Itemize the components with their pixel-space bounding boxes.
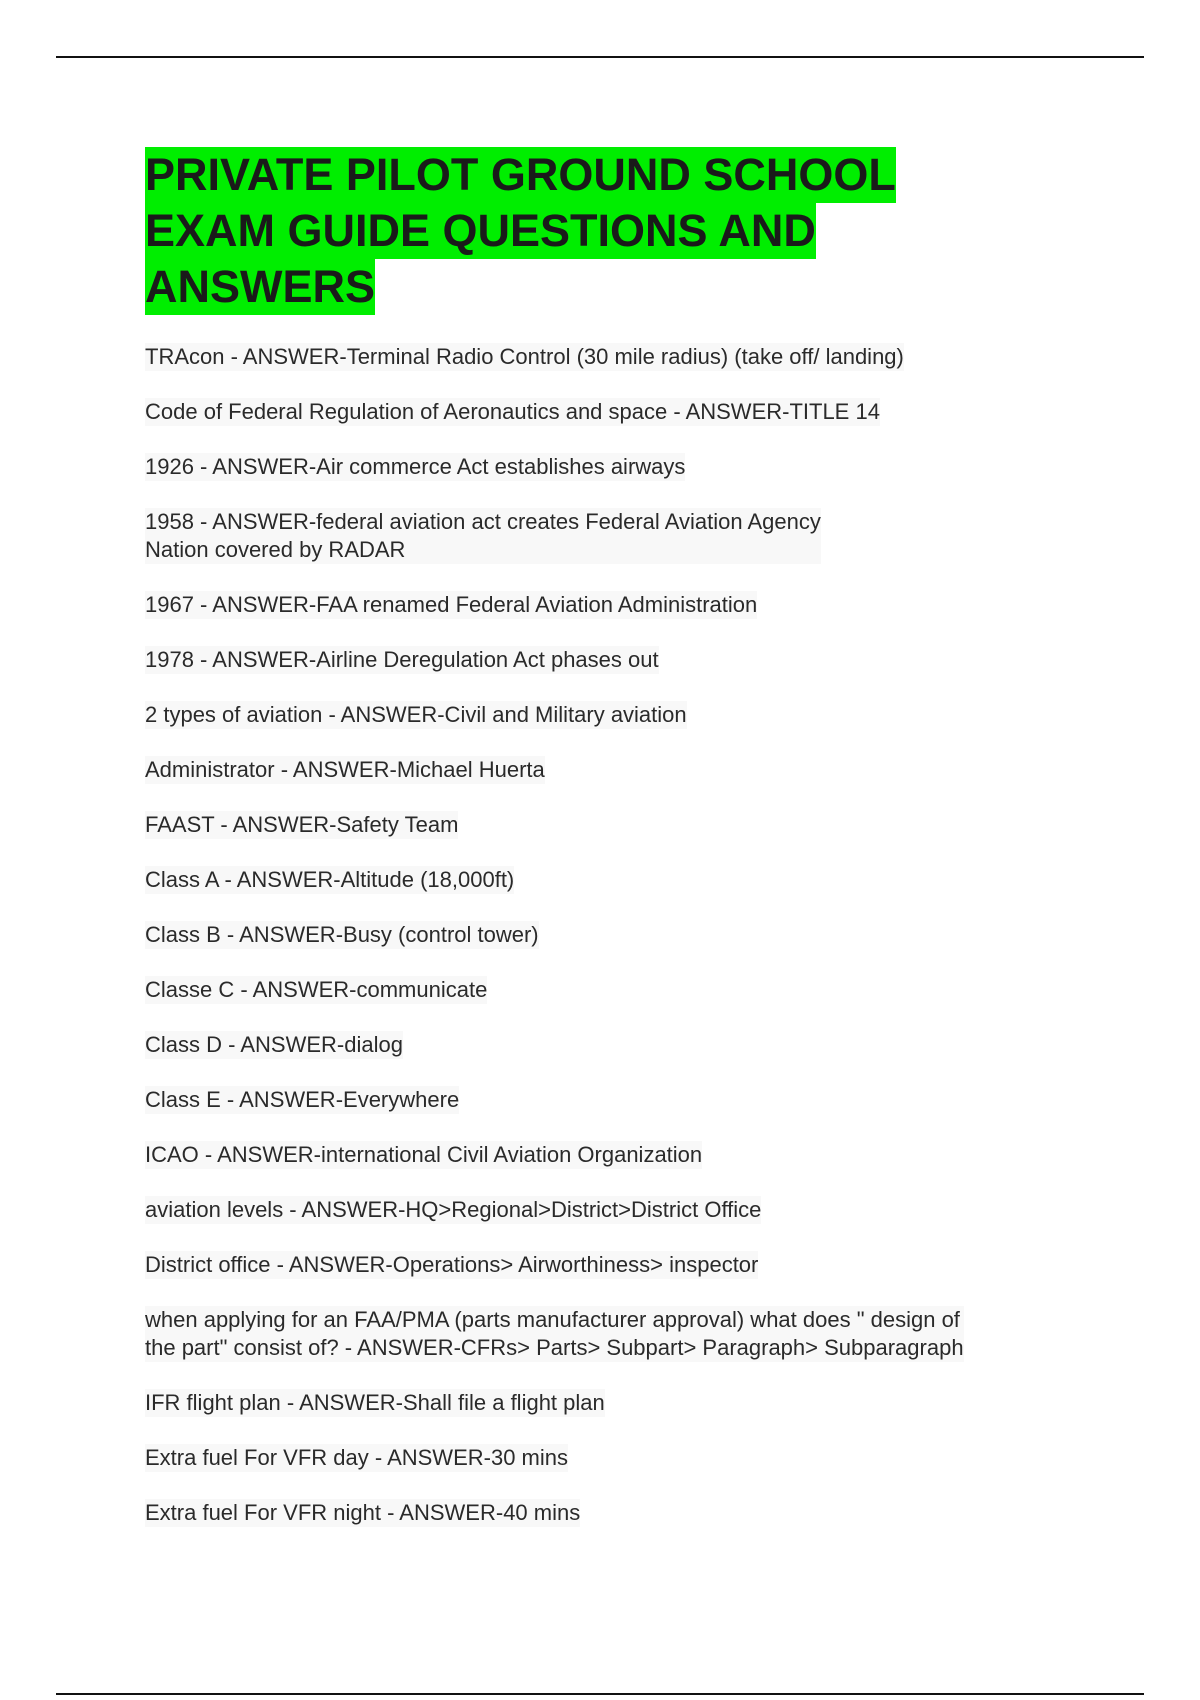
document-title	[145, 147, 985, 315]
qa-item	[145, 453, 1055, 481]
title-line: ANSWERS	[145, 259, 375, 315]
qa-item	[145, 921, 1055, 949]
qa-text: Code of Federal Regulation of Aeronautics and space - ANSWER-TITLE 14	[145, 399, 880, 424]
top-rule	[56, 56, 1144, 58]
qa-item	[145, 1444, 1055, 1472]
qa-text: ICAO - ANSWER-international Civil Aviation Organization	[145, 1142, 703, 1167]
qa-item	[145, 646, 1055, 674]
qa-item	[145, 976, 1055, 1004]
bottom-rule	[56, 1693, 1144, 1695]
qa-text: Class B - ANSWER-Busy (control tower)	[145, 922, 539, 947]
qa-item	[145, 1031, 1055, 1059]
qa-item	[145, 866, 1055, 894]
qa-text: Administrator - ANSWER-Michael Huerta	[145, 757, 545, 782]
qa-text: Extra fuel For VFR day - ANSWER-30 mins	[145, 1445, 568, 1470]
qa-item	[145, 1251, 1055, 1279]
qa-text: aviation levels - ANSWER-HQ>Regional>District>District Office	[145, 1197, 762, 1222]
qa-text: 1978 - ANSWER-Airline Deregulation Act phases out	[145, 647, 659, 672]
qa-text: 2 types of aviation - ANSWER-Civil and Military aviation	[145, 702, 687, 727]
qa-item	[145, 756, 1055, 784]
qa-text: Classe C - ANSWER-communicate	[145, 977, 488, 1002]
qa-item	[145, 1086, 1055, 1114]
document-body	[145, 147, 1055, 1554]
qa-item	[145, 1196, 1055, 1224]
qa-item	[145, 343, 1055, 371]
qa-text: IFR flight plan - ANSWER-Shall file a flight plan	[145, 1390, 605, 1415]
qa-text: 1967 - ANSWER-FAA renamed Federal Aviation Administration	[145, 592, 758, 617]
qa-item	[145, 591, 1055, 619]
title-line: PRIVATE PILOT GROUND SCHOOL	[145, 147, 896, 203]
qa-item	[145, 1141, 1055, 1169]
qa-text: Class A - ANSWER-Altitude (18,000ft)	[145, 867, 515, 892]
qa-item	[145, 1389, 1055, 1417]
qa-text: District office - ANSWER-Operations> Airworthiness> inspector	[145, 1252, 759, 1277]
qa-item	[145, 701, 1055, 729]
qa-text: 1926 - ANSWER-Air commerce Act establishes airways	[145, 454, 686, 479]
qa-item	[145, 398, 1055, 426]
title-line: EXAM GUIDE QUESTIONS AND	[145, 203, 816, 259]
qa-text: FAAST - ANSWER-Safety Team	[145, 812, 459, 837]
qa-text: Class E - ANSWER-Everywhere	[145, 1087, 460, 1112]
qa-item	[145, 811, 1055, 839]
qa-text: TRAcon - ANSWER-Terminal Radio Control (30 mile radius) (take off/ landing)	[145, 344, 904, 369]
qa-text: when applying for an FAA/PMA (parts manufacturer approval) what does " design of the part" consist of? - ANSWER-CFRs> Parts> Subpart> Paragraph> Subparagraph	[145, 1307, 964, 1360]
qa-item	[145, 1499, 1055, 1527]
qa-text: Extra fuel For VFR night - ANSWER-40 mins	[145, 1500, 581, 1525]
qa-text: Class D - ANSWER-dialog	[145, 1032, 403, 1057]
qa-item	[145, 508, 1055, 564]
qa-text: 1958 - ANSWER-federal aviation act creates Federal Aviation Agency Nation covered by RADAR	[145, 509, 821, 562]
qa-list	[145, 343, 1055, 1527]
qa-item	[145, 1306, 1055, 1362]
